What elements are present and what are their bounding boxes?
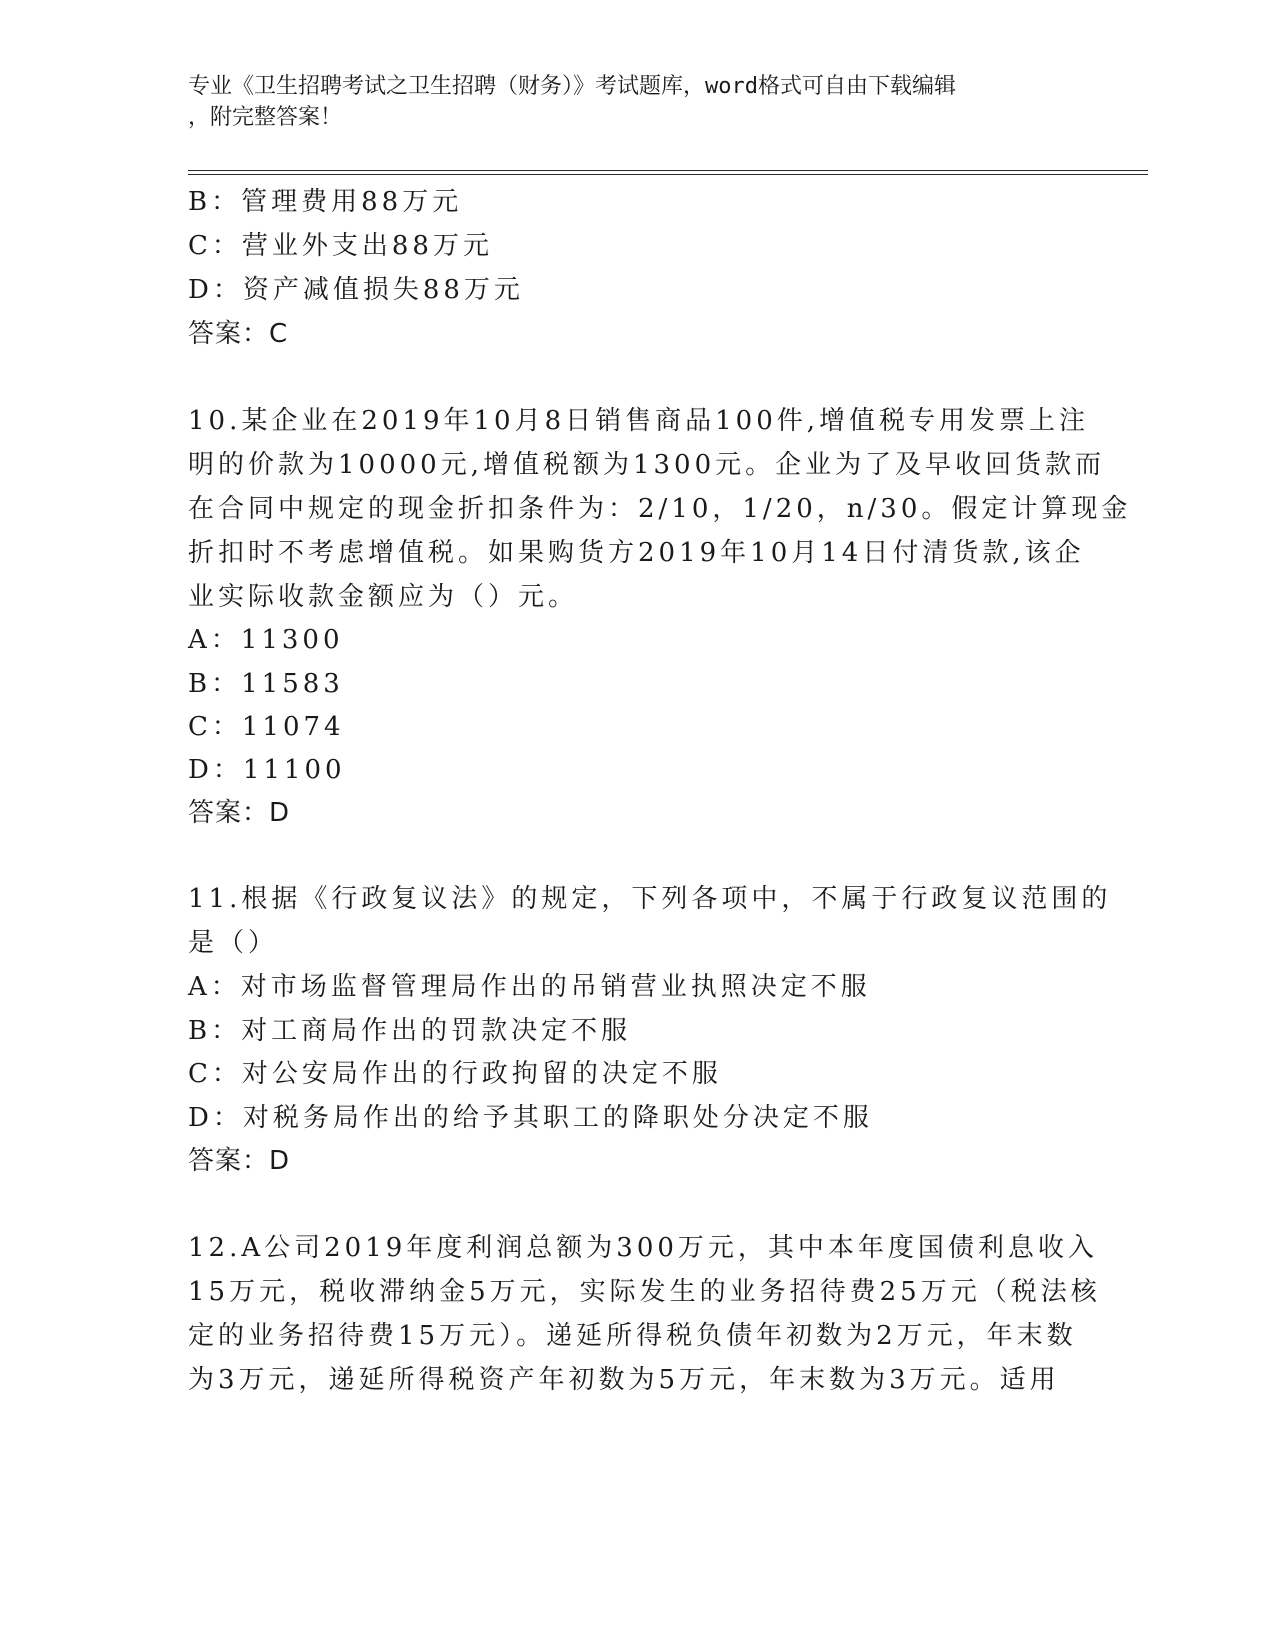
q11-option-b: B：对工商局作出的罚款决定不服 — [188, 1016, 632, 1046]
q11-option-c: C：对公安局作出的行政拘留的决定不服 — [188, 1059, 722, 1089]
q9-option-b: B：管理费用88万元 — [188, 187, 463, 217]
header-rule-bottom — [188, 174, 1148, 175]
q12-stem-line1: 12.A公司2019年度利润总额为300万元，其中本年度国债利息收入 — [188, 1233, 1098, 1263]
q9-option-c: C：营业外支出88万元 — [188, 231, 493, 261]
q12-stem-line3: 定的业务招待费15万元）。递延所得税负债年初数为2万元，年末数 — [188, 1321, 1077, 1351]
q9-answer: 答案：C — [188, 319, 289, 349]
q11-stem-line2: 是（） — [188, 928, 279, 958]
header-rule-top — [188, 170, 1148, 171]
q10-stem-line4: 折扣时不考虑增值税。如果购货方2019年10月14日付清货款,该企 — [188, 538, 1085, 568]
q10-stem-line3: 在合同中规定的现金折扣条件为：2/10，1/20，n/30。假定计算现金 — [188, 494, 1132, 524]
q9-option-d: D：资产减值损失88万元 — [188, 275, 524, 305]
q11-stem-line1: 11.根据《行政复议法》的规定，下列各项中，不属于行政复议范围的 — [188, 884, 1112, 914]
q10-option-b: B：11583 — [188, 669, 344, 699]
q10-answer: 答案：D — [188, 798, 291, 828]
q11-option-a: A：对市场监督管理局作出的吊销营业执照决定不服 — [188, 972, 871, 1002]
q10-stem-line5: 业实际收款金额应为（）元。 — [188, 582, 579, 612]
q10-stem-line1: 10.某企业在2019年10月8日销售商品100件,增值税专用发票上注 — [188, 406, 1090, 436]
header-title-line1: 专业《卫生招聘考试之卫生招聘（财务）》考试题库，word格式可自由下载编辑 — [188, 74, 956, 99]
q12-stem-line2: 15万元，税收滞纳金5万元，实际发生的业务招待费25万元（税法核 — [188, 1277, 1101, 1307]
q10-option-a: A：11300 — [188, 625, 344, 655]
q11-answer: 答案：D — [188, 1146, 291, 1176]
q11-option-d: D：对税务局作出的给予其职工的降职处分决定不服 — [188, 1103, 873, 1133]
header-title-line2: ，附完整答案！ — [188, 105, 343, 130]
q10-option-d: D：11100 — [188, 755, 346, 785]
q10-stem-line2: 明的价款为10000元,增值税额为1300元。企业为了及早收回货款而 — [188, 450, 1106, 480]
q12-stem-line4: 为3万元，递延所得税资产年初数为5万元，年末数为3万元。适用 — [188, 1365, 1060, 1395]
q10-option-c: C：11074 — [188, 712, 345, 742]
